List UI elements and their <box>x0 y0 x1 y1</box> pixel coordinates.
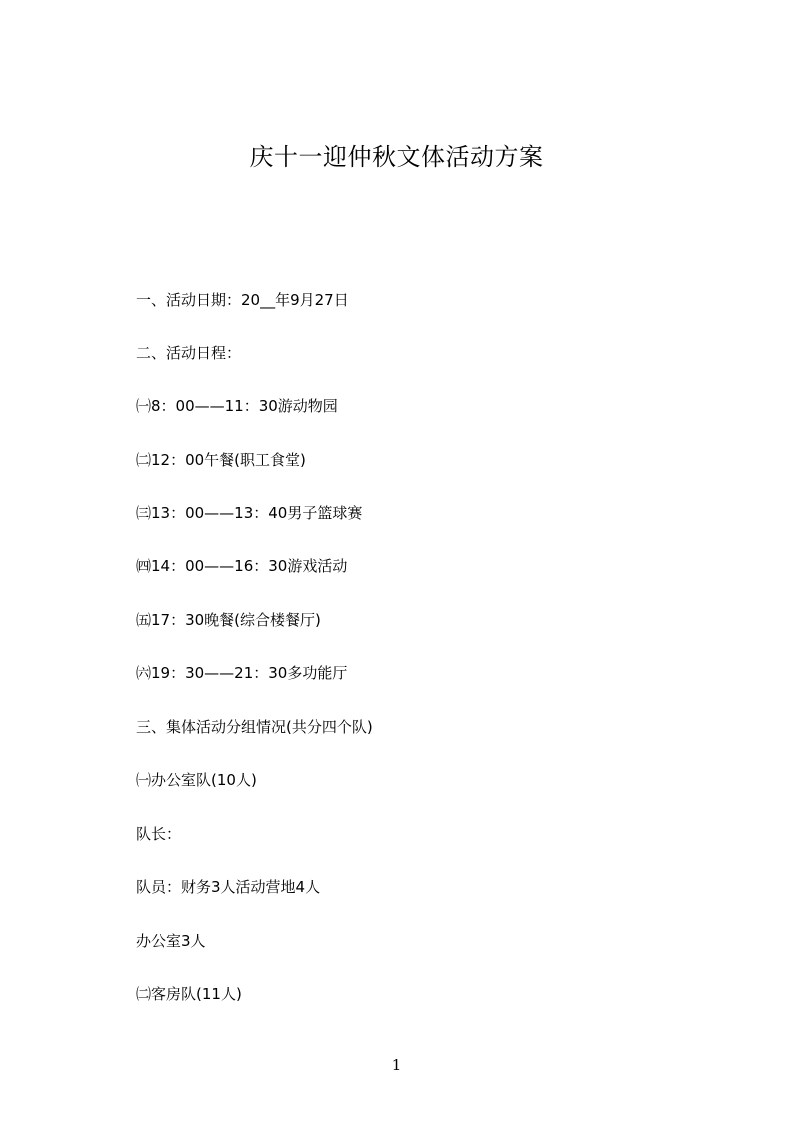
activity-date-line: 一、活动日期：20__年9月27日 <box>136 291 349 309</box>
schedule-item-2: ㈡12：00午餐(职工食堂) <box>136 451 306 469</box>
document-title: 庆十一迎仲秋文体活动方案 <box>249 143 544 171</box>
schedule-item-5: ㈤17：30晚餐(综合楼餐厅) <box>136 611 321 629</box>
schedule-heading: 二、活动日程： <box>136 344 242 362</box>
office-members-line: 办公室3人 <box>136 932 206 950</box>
grouping-heading: 三、集体活动分组情况(共分四个队) <box>136 718 373 736</box>
schedule-item-6: ㈥19：30——21：30多功能厅 <box>136 664 348 682</box>
page-number: 1 <box>391 1056 402 1074</box>
schedule-item-1: ㈠8：00——11：30游动物园 <box>136 397 338 415</box>
schedule-item-3: ㈢13：00——13：40男子篮球赛 <box>136 504 363 522</box>
group-office-team: ㈠办公室队(10人) <box>136 771 257 789</box>
team-leader-line: 队长： <box>136 825 182 843</box>
team-members-line: 队员：财务3人活动营地4人 <box>136 878 321 896</box>
group-housekeeping-team: ㈡客房队(11人) <box>136 985 242 1003</box>
schedule-item-4: ㈣14：00——16：30游戏活动 <box>136 557 348 575</box>
